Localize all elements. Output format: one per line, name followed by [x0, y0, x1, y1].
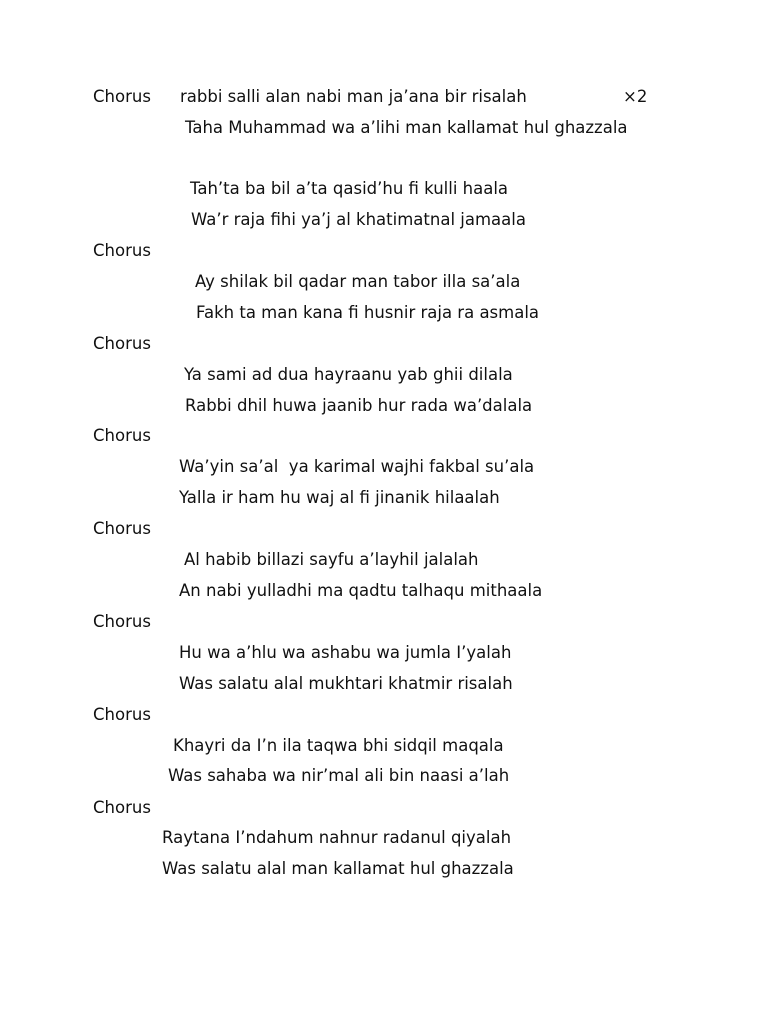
chorus-label: Chorus: [93, 334, 151, 353]
verse-line: Ya sami ad dua hayraanu yab ghii dilala: [184, 365, 513, 384]
chorus-label: Chorus: [93, 612, 151, 631]
verse-line: Khayri da I’n ila taqwa bhi sidqil maqala: [173, 736, 504, 755]
verse-line: Wa’yin sa’al ya karimal wajhi fakbal su’ala: [179, 457, 535, 476]
chorus-line-2: Taha Muhammad wa a’lihi man kallamat hul ghazzala: [185, 118, 628, 137]
verse-line: Raytana I’ndahum nahnur radanul qiyalah: [162, 828, 512, 847]
chorus-line-1: rabbi salli alan nabi man ja’ana bir risalah: [180, 87, 527, 106]
chorus-label: Chorus: [93, 798, 151, 817]
verse-line: Was salatu alal mukhtari khatmir risalah: [179, 674, 513, 693]
chorus-label: Chorus: [93, 241, 151, 260]
chorus-label: Chorus: [93, 705, 151, 724]
verse-line: Al habib billazi sayfu a’layhil jalalah: [184, 550, 479, 569]
verse-line: Fakh ta man kana fi husnir raja ra asmala: [196, 303, 540, 322]
verse-line: Yalla ir ham hu waj al fi jinanik hilaalah: [179, 488, 500, 507]
verse-line: Tah’ta ba bil a’ta qasid’hu fi kulli haala: [190, 179, 509, 198]
verse-line: Hu wa a’hlu wa ashabu wa jumla I’yalah: [179, 643, 512, 662]
verse-line: Wa’r raja fihi ya’j al khatimatnal jamaala: [191, 210, 526, 229]
chorus-label: Chorus: [93, 426, 151, 445]
verse-line: Rabbi dhil huwa jaanib hur rada wa’dalala: [185, 396, 533, 415]
verse-line: Was sahaba wa nir’mal ali bin naasi a’lah: [168, 766, 510, 785]
verse-line: Ay shilak bil qadar man tabor illa sa’ala: [195, 272, 521, 291]
chorus-label: Chorus: [93, 519, 151, 538]
verse-line: An nabi yulladhi ma qadtu talhaqu mithaala: [179, 581, 543, 600]
chorus-label: Chorus: [93, 87, 151, 106]
repeat-marker: ×2: [623, 87, 648, 106]
verse-line: Was salatu alal man kallamat hul ghazzala: [162, 859, 514, 878]
